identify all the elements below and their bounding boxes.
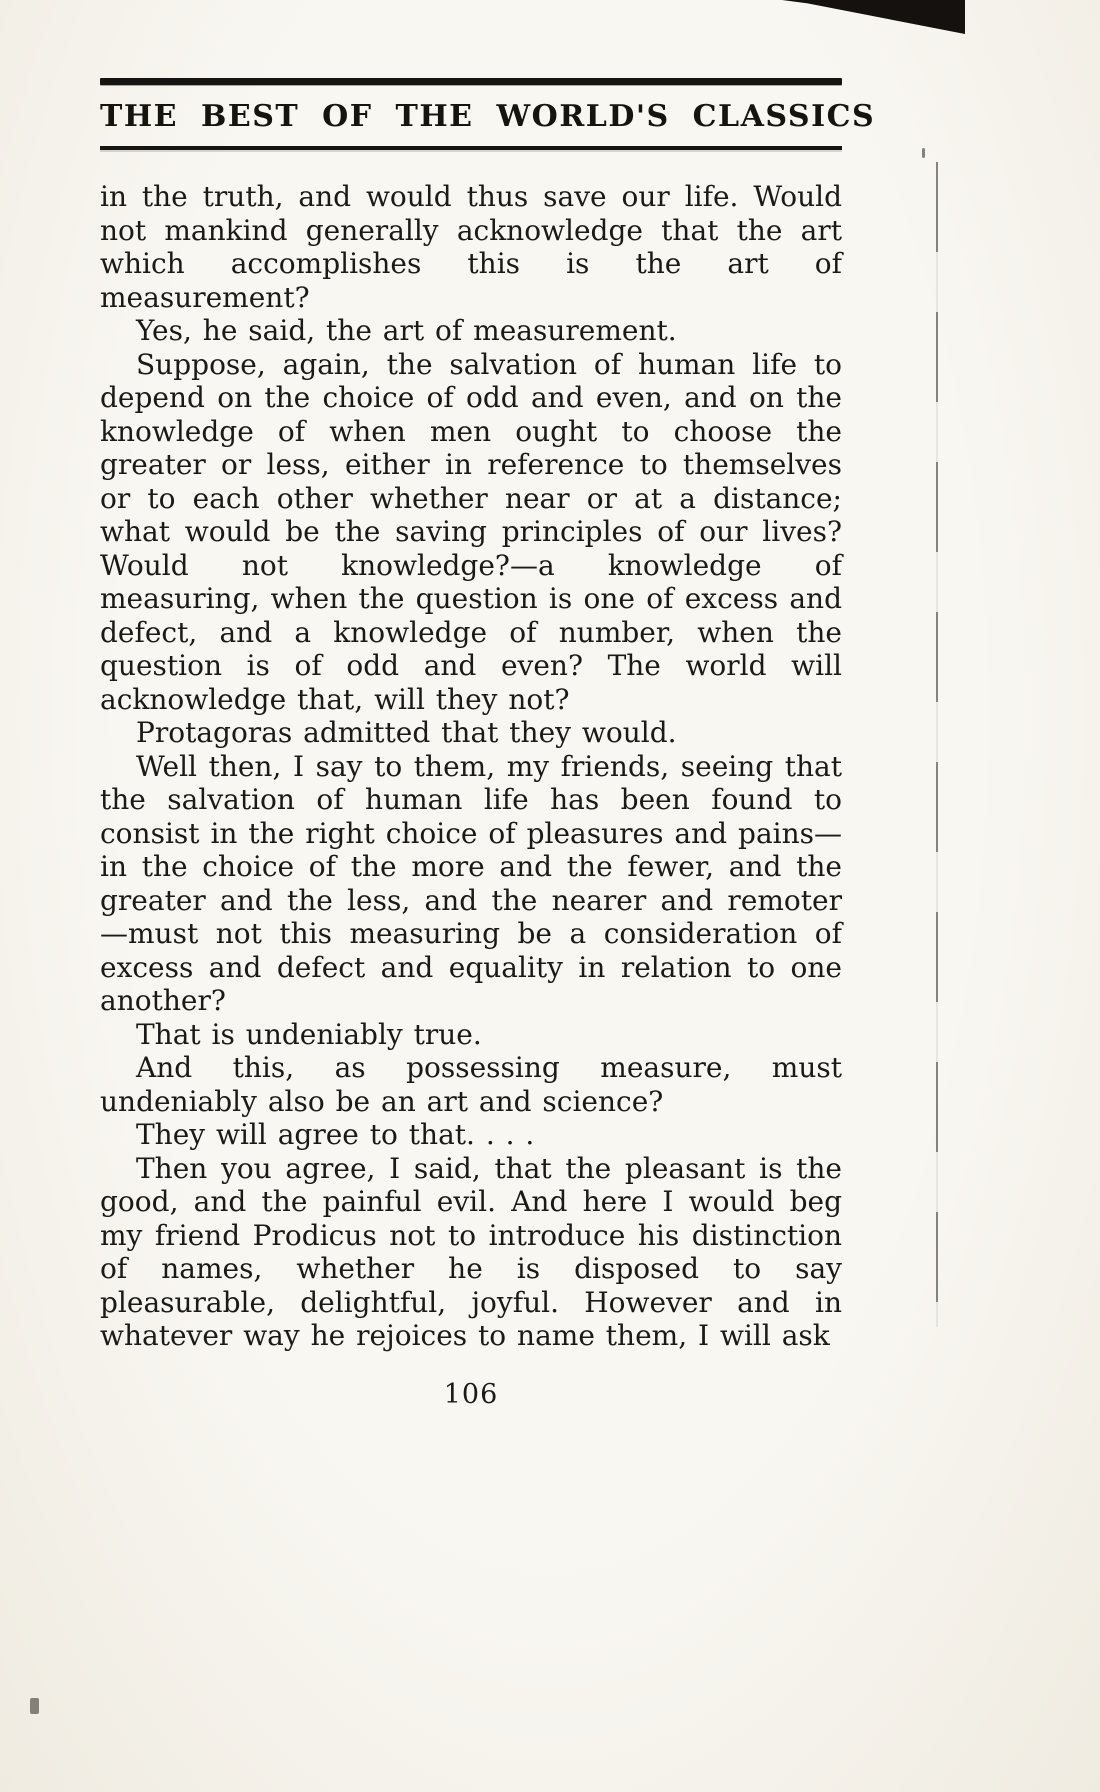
page-title: THE BEST OF THE WORLD'S CLASSICS bbox=[100, 99, 876, 134]
paragraph: Yes, he said, the art of measurement. bbox=[136, 314, 677, 347]
header-rule-top bbox=[100, 78, 842, 85]
header-rule-bottom bbox=[100, 146, 842, 150]
paragraph: They will agree to that. . . . bbox=[136, 1118, 535, 1151]
paragraph: That is undeniably true. bbox=[136, 1017, 482, 1051]
page-body bbox=[100, 180, 842, 1353]
scan-speck-artifact bbox=[922, 148, 925, 158]
paragraph: And this, as possessing measure, must undeniably also be an art and science? bbox=[100, 1051, 842, 1118]
scan-corner-artifact bbox=[782, 0, 965, 34]
paragraph: in the truth, and would thus save our life. Would not mankind generally acknowledge that the art which accomplishes this is the art of measurement? bbox=[100, 180, 842, 314]
page-number: 106 bbox=[443, 1378, 499, 1410]
paragraph: Then you agree, I said, that the pleasant is the good, and the painful evil. And here I would beg my friend Prodicus not to introduce his distinction of names, whether he is disposed to say pleasurable, delightful, joyful. However and in whatever way he rejoices to name them, I will ask bbox=[100, 1151, 842, 1352]
page-content bbox=[100, 78, 876, 1410]
paragraph: Suppose, again, the salvation of human life to depend on the choice of odd and even, and on the knowledge of when men ought to choose the greater or less, either in reference to themselves or to each other whether near or at a distance; what would be the saving principles of our lives? Would not knowledge?—a knowledge of measuring, when the question is one of excess and defect, and a knowledge of number, when the question is of odd and even? The world will acknowledge that, will they not? bbox=[100, 347, 842, 716]
scan-smudge-artifact bbox=[30, 1698, 39, 1714]
paragraph: Protagoras admitted that they would. bbox=[136, 716, 677, 749]
paragraph: Well then, I say to them, my friends, seeing that the salvation of human life has been found to consist in the right choice of pleasures and pains—in the choice of the more and the fewer, and the greater and the less, and the nearer and remoter—must not this measuring be a consideration of excess and defect and equality in relation to one another? bbox=[100, 749, 842, 1017]
scan-edge-line-artifact bbox=[936, 162, 938, 1327]
